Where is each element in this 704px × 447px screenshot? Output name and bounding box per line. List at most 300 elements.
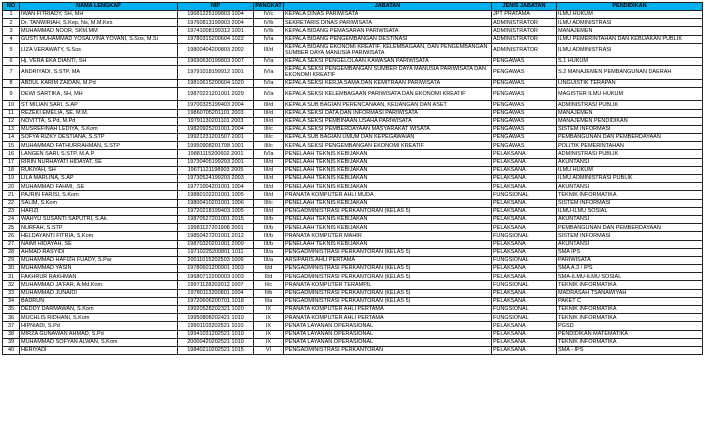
cell-education: SISTEM INFORMASI <box>557 199 703 207</box>
table-row <box>3 109 703 117</box>
cell-education: TEKNIK INFORMATIKA <box>557 314 703 322</box>
cell-education: MANAJEMEN PENDIDIKAN <box>557 117 703 125</box>
cell-position: PRANATA KOMPUTER AHLI MUDA <box>284 191 492 199</box>
cell-nip: 19870320201001 2009 <box>178 240 254 248</box>
cell-nip: 19700325199403 2004 <box>178 101 254 109</box>
header-cell-nip: NIP <box>178 3 254 11</box>
cell-no: 2 <box>3 19 20 27</box>
cell-position: KEPALA SEKSI KELEMBAGAAN PARIWISATA DAN EKONOMI KREATIF <box>284 87 492 101</box>
table-row <box>3 79 703 87</box>
cell-rank: III/d <box>254 117 284 125</box>
cell-nip: 19870221201001 2029 <box>178 87 254 101</box>
cell-position: PENELAAH TEKNIS KEBIJAKAN <box>284 158 492 166</box>
cell-no: 14 <box>3 134 20 142</box>
cell-position: PENELAAH TEKNIS KEBIJAKAN <box>284 166 492 174</box>
cell-position-type: PELAKSANA <box>492 273 557 281</box>
cell-nip: 19941031202521 1010 <box>178 330 254 338</box>
cell-rank: IV/a <box>254 79 284 87</box>
cell-education: MANAJEMEN <box>557 109 703 117</box>
header-cell-position: JABATAN <box>284 3 492 11</box>
cell-no: 34 <box>3 297 20 305</box>
cell-position: PENGADMINISTRASI PERKANTORAN (KELAS 5) <box>284 297 492 305</box>
cell-name: MUHAMMAD NOOR, SKM.MM <box>20 27 178 35</box>
cell-education: PEMBANGUNAN DAN PEMBERDAYAAN <box>557 134 703 142</box>
cell-name: NOVITTA, S.Pd, M.Pd <box>20 117 178 125</box>
table-row <box>3 199 703 207</box>
cell-nip: 19720606200701 1018 <box>178 297 254 305</box>
cell-position: PENELAAH TEKNIS KEBIJAKAN <box>284 183 492 191</box>
cell-position-type: PELAKSANA <box>492 199 557 207</box>
cell-education: POLITIK PEMERINTAHAN <box>557 142 703 150</box>
table-row <box>3 232 703 240</box>
cell-no: 9 <box>3 87 20 101</box>
cell-name: MUHAMMAD JUNAIDI <box>20 289 178 297</box>
cell-no: 27 <box>3 240 20 248</box>
cell-rank: III/d <box>254 175 284 183</box>
table-row <box>3 117 703 125</box>
cell-education: SMA-ILMU-ILMU SOSIAL <box>557 273 703 281</box>
cell-name: NURFAH, S.STP <box>20 224 178 232</box>
cell-name: HELDAYANTI FITRIA, S.Kom <box>20 232 178 240</box>
cell-nip: 19971128202012 1007 <box>178 281 254 289</box>
cell-nip: 19850427201001 2012 <box>178 232 254 240</box>
cell-rank: IX <box>254 306 284 314</box>
cell-no: 15 <box>3 142 20 150</box>
cell-rank: IX <box>254 322 284 330</box>
cell-nip: 19720218199403 1005 <box>178 207 254 215</box>
cell-name: RIRIN NURHAYATI HIDAYAT, SE <box>20 158 178 166</box>
cell-position: PENGADMINISTRASI PERKANTORAN (KELAS 5) <box>284 207 492 215</box>
cell-position-type: PELAKSANA <box>492 175 557 183</box>
cell-no: 7 <box>3 65 20 79</box>
cell-education: AKUNTANSI <box>557 215 703 223</box>
cell-education: TEKNIK INFORMATIKA <box>557 306 703 314</box>
cell-education: ILMU ADMINISTRASI <box>557 19 703 27</box>
cell-nip: 19870527201001 2015 <box>178 215 254 223</box>
cell-nip: 19730524199203 2003 <box>178 175 254 183</box>
cell-position: KEPALA BIDANG PEMASARAN PARIWISATA <box>284 27 492 35</box>
cell-nip: 19950908201708 1001 <box>178 142 254 150</box>
cell-nip: 19840210202521 1015 <box>178 346 254 354</box>
cell-rank: III/d <box>254 101 284 109</box>
cell-name: HERIYADI <box>20 346 178 354</box>
cell-education: ILMU ADMINISTRASI <box>557 43 703 57</box>
cell-position-type: ADMINISTRATOR <box>492 35 557 43</box>
cell-rank: III/b <box>254 224 284 232</box>
cell-rank: III/c <box>254 142 284 150</box>
table-row <box>3 57 703 65</box>
cell-rank: III/d <box>254 158 284 166</box>
cell-education: PEMBANGUNAN DAN PEMBERDAYAAN <box>557 224 703 232</box>
cell-no: 40 <box>3 346 20 354</box>
cell-no: 35 <box>3 306 20 314</box>
cell-nip: 19741008199312 1001 <box>178 27 254 35</box>
table-row <box>3 240 703 248</box>
cell-no: 11 <box>3 109 20 117</box>
cell-rank: III/a <box>254 256 284 264</box>
cell-position: KEPALA BIDANG EKONOMI KREATIF, KELEMBAGAAN, DAN PENGEMBANGAN SUMBER DAYA MANUSIA PARIWISATA <box>284 43 492 57</box>
cell-rank: III/c <box>254 134 284 142</box>
table-row <box>3 207 703 215</box>
cell-no: 17 <box>3 158 20 166</box>
cell-no: 4 <box>3 35 20 43</box>
cell-position: PENELAAH TEKNIS KEBIJAKAN <box>284 215 492 223</box>
table-row <box>3 35 703 43</box>
cell-education: ILMU PEMERINTAHAN DAN KEBIJAKAN PUBLIK <box>557 35 703 43</box>
cell-position: KEPALA SEKSI KERJA SAMA DAN KEMITRAAN PARIWISATA <box>284 79 492 87</box>
cell-position-type: ADMINISTRATOR <box>492 19 557 27</box>
cell-name: DEDDY DARMAWAN, S.Kom <box>20 306 178 314</box>
cell-no: 5 <box>3 43 20 57</box>
cell-nip: 19780315200604 1022 <box>178 35 254 43</box>
table-row <box>3 183 703 191</box>
table-row <box>3 191 703 199</box>
cell-name: ST MILIAN SARI, S.AP <box>20 101 178 109</box>
cell-position: PENGADMINISTRASI PERKANTORAN (KELAS 5) <box>284 265 492 273</box>
cell-rank: IV/a <box>254 57 284 65</box>
cell-no: 37 <box>3 322 20 330</box>
cell-name: LIZA VERAWATY, S.Sos <box>20 43 178 57</box>
cell-rank: III/d <box>254 191 284 199</box>
cell-no: 10 <box>3 101 20 109</box>
cell-position-type: PELAKSANA <box>492 207 557 215</box>
table-row <box>3 248 703 256</box>
cell-nip: 19881115200602 2001 <box>178 150 254 158</box>
cell-position-type: PELAKSANA <box>492 289 557 297</box>
table-row <box>3 87 703 101</box>
cell-rank: III/d <box>254 166 284 174</box>
cell-name: LANGEN SARI, S.STP, M.A.P <box>20 150 178 158</box>
cell-position: KEPALA DINAS PARIWISATA <box>284 11 492 19</box>
header-cell-name: NAMA LENGKAP <box>20 3 178 11</box>
cell-education: ILMU-ILMU SOSIAL <box>557 207 703 215</box>
cell-education: ILMU ADMINISTRASI PUBLIK <box>557 175 703 183</box>
cell-no: 23 <box>3 207 20 215</box>
cell-position-type: FUNGSIONAL <box>492 232 557 240</box>
cell-name: BADRUN <box>20 297 178 305</box>
table-row <box>3 65 703 79</box>
cell-no: 8 <box>3 79 20 87</box>
cell-no: 31 <box>3 273 20 281</box>
cell-no: 6 <box>3 57 20 65</box>
table-row <box>3 11 703 19</box>
cell-position-type: PELAKSANA <box>492 297 557 305</box>
cell-name: DEWI SARTIKA, SH, MH <box>20 87 178 101</box>
cell-no: 13 <box>3 125 20 133</box>
employee-table <box>2 2 703 355</box>
cell-name: MUCHLIS RIDHANI, S.Kom <box>20 314 178 322</box>
cell-no: 39 <box>3 338 20 346</box>
cell-education: SISTEM INFORMASI <box>557 125 703 133</box>
cell-no: 30 <box>3 265 20 273</box>
cell-position: SEKRETARIS DINAS PARIWISATA <box>284 19 492 27</box>
cell-position-type: JPT PRATAMA <box>492 11 557 19</box>
cell-position: PENGADMINISTRASI PERKANTORAN (KELAS 5) <box>284 289 492 297</box>
cell-no: 22 <box>3 199 20 207</box>
table-row <box>3 158 703 166</box>
cell-position: PENATA LAYANAN OPERASIONAL <box>284 338 492 346</box>
cell-nip: 19981127201908 2001 <box>178 224 254 232</box>
cell-no: 28 <box>3 248 20 256</box>
cell-position: PRANATA KOMPUTER AHLI PERTAMA <box>284 314 492 322</box>
cell-nip: 19681225199803 1004 <box>178 11 254 19</box>
cell-nip: 19710225200801 1011 <box>178 248 254 256</box>
cell-name: MUHAMMAD YASIN <box>20 265 178 273</box>
cell-position-type: PENGAWAS <box>492 101 557 109</box>
cell-rank: III/a <box>254 248 284 256</box>
cell-rank: III/c <box>254 125 284 133</box>
cell-nip: 19800410201001 1006 <box>178 199 254 207</box>
table-row <box>3 43 703 57</box>
cell-position-type: FUNGSIONAL <box>492 256 557 264</box>
cell-nip: 19791018199912 1001 <box>178 65 254 79</box>
cell-name: WAHYU SUSANTI SAPUTRI, S.Ak. <box>20 215 178 223</box>
cell-name: ABDUL KARIM ZAIDAN, M.Pd <box>20 79 178 87</box>
table-row <box>3 306 703 314</box>
cell-position-type: PENGAWAS <box>492 79 557 87</box>
cell-education: PENDIDIKAN MATEMATIKA <box>557 330 703 338</box>
cell-no: 19 <box>3 175 20 183</box>
cell-position-type: PENGAWAS <box>492 125 557 133</box>
cell-name: ANDRIYADI, S.STP, MA <box>20 65 178 79</box>
cell-no: 33 <box>3 289 20 297</box>
cell-position: KEPALA BIDANG PENGEMBANGAN DESTINASI <box>284 35 492 43</box>
cell-no: 36 <box>3 314 20 322</box>
cell-education: SMA A.3 / IPS <box>557 265 703 273</box>
cell-position: PENELAAH TEKNIS KEBIJAKAN <box>284 240 492 248</box>
cell-education: MANAJEMEN <box>557 27 703 35</box>
cell-education: PGSD <box>557 322 703 330</box>
cell-education: SMA IPS <box>557 248 703 256</box>
cell-position: KEPALA SEKSI PEMBINAAN USAHA PARIWISATA <box>284 117 492 125</box>
table-row <box>3 224 703 232</box>
cell-name: MUHAMMAD FATHURRAHMAN, S.STP <box>20 142 178 150</box>
cell-name: RUKIYAH, SH <box>20 166 178 174</box>
table-row <box>3 166 703 174</box>
cell-rank: II/b <box>254 289 284 297</box>
cell-rank: III/b <box>254 240 284 248</box>
cell-nip: 19920528202321 1020 <box>178 306 254 314</box>
cell-position-type: FUNGSIONAL <box>492 314 557 322</box>
cell-name: AHMAD RASYIDI <box>20 248 178 256</box>
cell-position-type: PELAKSANA <box>492 150 557 158</box>
cell-position-type: FUNGSIONAL <box>492 306 557 314</box>
cell-position-type: PENGAWAS <box>492 57 557 65</box>
table-row <box>3 142 703 150</box>
cell-position: KEPALA SEKSI PENGEMBANGAN EKONOMI KREATIF <box>284 142 492 150</box>
table-row <box>3 265 703 273</box>
table-row <box>3 338 703 346</box>
cell-nip: 19800404200803 2002 <box>178 43 254 57</box>
cell-no: 24 <box>3 215 20 223</box>
table-row <box>3 314 703 322</box>
cell-position-type: PENGAWAS <box>492 65 557 79</box>
table-row <box>3 297 703 305</box>
cell-position-type: PENGAWAS <box>492 109 557 117</box>
cell-education: TEKNIK INFORMATIKA <box>557 338 703 346</box>
table-row <box>3 256 703 264</box>
cell-position-type: PELAKSANA <box>492 183 557 191</box>
cell-rank: III/d <box>254 183 284 191</box>
table-row <box>3 330 703 338</box>
cell-no: 29 <box>3 256 20 264</box>
cell-no: 1 <box>3 11 20 19</box>
cell-position-type: PENGAWAS <box>492 117 557 125</box>
cell-name: HIPNIADI, S.Pd <box>20 322 178 330</box>
cell-name: MUSREFINAH LEDIYA, S.Kom <box>20 125 178 133</box>
cell-education: S.2 MANAJEMEN PEMBANGUNAN DAERAH <box>557 65 703 79</box>
cell-nip: 19820925201001 2004 <box>178 125 254 133</box>
header-cell-rank: PANGKAT <box>255 3 282 10</box>
table-row <box>3 101 703 109</box>
cell-name: MUHAMMAD FAHMI, .SE <box>20 183 178 191</box>
cell-rank: IV/a <box>254 65 284 79</box>
table-row <box>3 281 703 289</box>
header-row <box>3 3 703 11</box>
cell-nip: 19950808202421 1010 <box>178 314 254 322</box>
cell-nip: 20011015202503 1009 <box>178 256 254 264</box>
cell-rank: III/d <box>254 43 284 57</box>
cell-education: PARIWISATA <box>557 256 703 264</box>
cell-position: KEPALA SEKSI DATA DAN INFORMASI PARIWISATA <box>284 109 492 117</box>
cell-no: 25 <box>3 224 20 232</box>
cell-nip: 19780113200801 1004 <box>178 289 254 297</box>
cell-name: GUSTI MUHAMMAD YOSALVINA YOVANI, S.Sos, M.Si <box>20 35 178 43</box>
cell-rank: IV/a <box>254 87 284 101</box>
cell-nip: 19791130201101 2003 <box>178 117 254 125</box>
cell-name: MUHAMMAD SOFYAN ALWAN, S.Kom <box>20 338 178 346</box>
table-row <box>3 215 703 223</box>
cell-no: 21 <box>3 191 20 199</box>
cell-position: PENATA LAYANAN OPERASIONAL <box>284 322 492 330</box>
cell-rank: III/d <box>254 109 284 117</box>
cell-position: PENELAAH TEKNIS KEBIJAKAN <box>284 150 492 158</box>
cell-nip: 19880102201001 1005 <box>178 191 254 199</box>
cell-name: SOFYA RIZKY DESTIANA, S.STP <box>20 134 178 142</box>
cell-rank: II/d <box>254 265 284 273</box>
cell-position: KEPALA SEKSI PENGEMBANGAN SUMBER DAYA MANUSIA PARIWISATA DAN EKONOMI KREATIF <box>284 65 492 79</box>
cell-rank: IV/a <box>254 35 284 43</box>
header-cell-no: NO <box>3 3 20 11</box>
cell-rank: IX <box>254 338 284 346</box>
cell-education: ILMU HUKUM <box>557 166 703 174</box>
cell-education: MAGISTER ILMU HUKUM <box>557 87 703 101</box>
cell-position: PENGADMINISTRASI PERKANTORAN <box>284 346 492 354</box>
cell-position-type: PELAKSANA <box>492 215 557 223</box>
cell-rank: II/c <box>254 281 284 289</box>
cell-rank: IV/b <box>254 27 284 35</box>
cell-nip: 19921231201507 2001 <box>178 134 254 142</box>
cell-position-type: PELAKSANA <box>492 338 557 346</box>
header-cell-education: PENDIDIKAN <box>557 3 703 11</box>
cell-position: PRANATA KOMPUTER TERAMPIL <box>284 281 492 289</box>
cell-nip: 19810615200604 1020 <box>178 79 254 87</box>
cell-nip: 19680712200003 1003 <box>178 273 254 281</box>
cell-nip: 19901103202521 1010 <box>178 322 254 330</box>
cell-rank: IX <box>254 330 284 338</box>
cell-name: MIRZA GUNAWAN AHMAD, S.Pd <box>20 330 178 338</box>
table-row <box>3 346 703 354</box>
cell-nip: 19730405199203 2001 <box>178 158 254 166</box>
cell-education: MADRASAH TSANAWIYAH <box>557 289 703 297</box>
cell-education: LINGUISTIK TERAPAN <box>557 79 703 87</box>
cell-name: Dr. TANWIRIAH, S.Kep, Ns, M.M.Kes <box>20 19 178 27</box>
cell-position: PENELAAH TEKNIS KEBIJAKAN <box>284 175 492 183</box>
cell-position-type: PELAKSANA <box>492 346 557 354</box>
table-row <box>3 19 703 27</box>
cell-position: PRANATA KOMPUTER AHLI PERTAMA <box>284 306 492 314</box>
cell-position: PENATA LAYANAN OPERASIONAL <box>284 330 492 338</box>
cell-nip: 19690630199803 2007 <box>178 57 254 65</box>
cell-position-type: PENGAWAS <box>492 134 557 142</box>
cell-nip: 19760813199903 2004 <box>178 19 254 27</box>
cell-position-type: PELAKSANA <box>492 240 557 248</box>
cell-name: SALIM, S.Kom <box>20 199 178 207</box>
cell-education: S.1 HUKUM <box>557 57 703 65</box>
cell-name: Hj. VERA EKA DIANTI, SH <box>20 57 178 65</box>
cell-education: AKUNTANSI <box>557 240 703 248</box>
cell-position: KEPALA SUB BAGIAN UMUM DAN KEPEGAWAIAN <box>284 134 492 142</box>
cell-name: IWAN FITRIADY, SH, MH <box>20 11 178 19</box>
cell-rank: IX <box>254 314 284 322</box>
cell-name: HAFIZI <box>20 207 178 215</box>
cell-position-type: PELAKSANA <box>492 224 557 232</box>
table-row <box>3 289 703 297</box>
cell-no: 32 <box>3 281 20 289</box>
cell-nip: 20000420202521 1010 <box>178 338 254 346</box>
cell-education: SISTEM INFORMASI <box>557 232 703 240</box>
cell-no: 12 <box>3 117 20 125</box>
cell-no: 18 <box>3 166 20 174</box>
table-row <box>3 27 703 35</box>
cell-position-type: FUNGSIONAL <box>492 281 557 289</box>
cell-position: PRANATA KOMPUTER MAHIR <box>284 232 492 240</box>
cell-education: PAKET C <box>557 297 703 305</box>
cell-no: 26 <box>3 232 20 240</box>
cell-position-type: PELAKSANA <box>492 330 557 338</box>
cell-rank: III/c <box>254 199 284 207</box>
cell-rank: III/b <box>254 215 284 223</box>
cell-rank: VI <box>254 346 284 354</box>
cell-rank: III/d <box>254 207 284 215</box>
cell-nip: 19860705201101 2003 <box>178 109 254 117</box>
cell-rank: II/d <box>254 273 284 281</box>
table-row <box>3 125 703 133</box>
cell-name: FAKHRUR RAKHMAN <box>20 273 178 281</box>
cell-no: 38 <box>3 330 20 338</box>
table-row <box>3 273 703 281</box>
cell-position-type: PELAKSANA <box>492 166 557 174</box>
cell-rank: IV/a <box>254 150 284 158</box>
cell-name: PAJRIN FARISI, S.Kom <box>20 191 178 199</box>
cell-position-type: PENGAWAS <box>492 87 557 101</box>
cell-position-type: PELAKSANA <box>492 265 557 273</box>
cell-name: REZEKI EMELIA, SE, M.M. <box>20 109 178 117</box>
cell-nip: 19671121198903 2005 <box>178 166 254 174</box>
cell-name: NAIMI HIDAYAH, SE <box>20 240 178 248</box>
cell-education: AKUNTANSI <box>557 183 703 191</box>
cell-education: ILMU HUKUM <box>557 11 703 19</box>
cell-name: MUHAMMAD HAFIZH FUADY, S.Par <box>20 256 178 264</box>
cell-name: MUHAMMAD JA'FAR, A.Md.Kom. <box>20 281 178 289</box>
table-row <box>3 175 703 183</box>
cell-rank: IV/c <box>254 11 284 19</box>
cell-position: ARSIPARIS AHLI PERTAMA <box>284 256 492 264</box>
cell-position-type: ADMINISTRATOR <box>492 43 557 57</box>
cell-position: KEPALA SEKSI PENGELOLAAN KAWASAN PARIWISATA <box>284 57 492 65</box>
cell-position: KEPALA SEKSI PEMBERDAYAAN MASYARAKAT WISATA <box>284 125 492 133</box>
cell-rank: IV/b <box>254 19 284 27</box>
